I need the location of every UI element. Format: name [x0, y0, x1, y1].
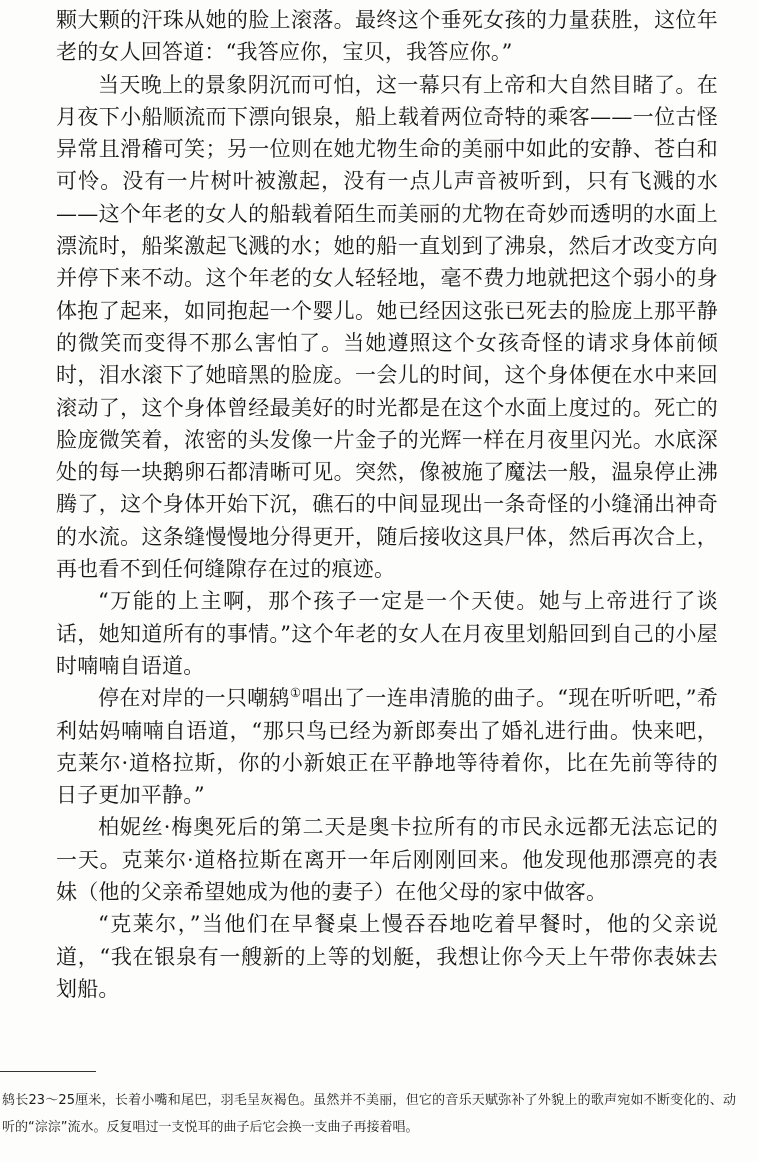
paragraph-4-text-after: 唱出了一连串清脆的曲子。“现在听听吧，”希利姑妈喃喃自语道，“那只鸟已经为新郎奏出了婚礼进行曲。快来吧，克莱尔·道格拉斯，你的小新娘正在平静地等待着你，比在先前等待的日子更加平静。”: [56, 686, 718, 808]
paragraph-4-text-before: 停在对岸的一只嘲鸫: [98, 686, 290, 711]
footnote-reference-mark: ①: [289, 685, 302, 701]
footnote-text: 鸫长23～25厘米，长着小嘴和尾巴，羽毛呈灰褐色。虽然并不美丽，但它的音乐天赋弥补了外貌上的歌声宛如不断变化的、动听的“淙淙”流水。反复唱过一支悦耳的曲子后它会换一支曲子再接着唱。: [2, 1093, 736, 1135]
paragraph-6: “克莱尔，”当他们在早餐桌上慢吞吞地吃着早餐时，他的父亲说道，“我在银泉有一艘新的上等的划艇，我想让你今天上午带你表妹去划船。: [56, 912, 718, 1001]
footnote-divider: [0, 1071, 96, 1072]
paragraph-2: 当天晚上的景象阴沉而可怕，这一幕只有上帝和大自然目睹了。在月夜下小船顺流而下漂向银泉，船上载着两位奇特的乘客——一位古怪异常且滑稽可笑；另一位则在她尤物生命的美丽中如此的安静、苍白和可怜。没有一片树叶被激起，没有一点儿声音被听到，只有飞溅的水——这个年老的女人的船载着陌生而美丽的尤物在奇妙而透明的水面上漂流时，船桨激起飞溅的水；她的船一直划到了沸泉，然后才改变方向并停下来不动。这个年老的女人轻轻地，毫不费力地就把这个弱小的身体抱了起来，如同抱起一个婴儿。她已经因这张已死去的脸庞上那平静的微笑而变得不那么害怕了。当她遵照这个女孩奇怪的请求身体前倾时，泪水滚下了她暗黑的脸庞。一会儿的时间，这个身体便在水中来回滚动了，这个身体曾经最美好的时光都是在这个水面上度过的。死亡的脸庞微笑着，浓密的头发像一片金子的光辉一样在月夜里闪光。水底深处的每一块鹅卵石都清晰可见。突然，像被施了魔法一般，温泉停止沸腾了，这个身体开始下沉，礁石的中间显现出一条奇怪的小缝涌出神奇的水流。这条缝慢慢地分得更开，随后接收这具尸体，然后再次合上，再也看不到任何缝隙存在过的痕迹。: [56, 72, 718, 582]
paragraph-5: 柏妮丝·梅奥死后的第二天是奥卡拉所有的市民永远都无法忘记的一天。克莱尔·道格拉斯在离开一年后刚刚回来。他发现他那漂亮的表妹（他的父亲希望她成为他的妻子）在他父母的家中做客。: [56, 815, 718, 905]
paragraph-4: [56, 682, 718, 811]
paragraph-3: “万能的上主啊，那个孩子一定是一个天使。她与上帝进行了谈话，她知道所有的事情。”这个年老的女人在月夜里划船回到自己的小屋时喃喃自语道。: [56, 589, 718, 678]
paragraph-1: 颗大颗的汗珠从她的脸上滚落。最终这个垂死女孩的力量获胜，这位年老的女人回答道：“我答应你，宝贝，我答应你。”: [56, 8, 718, 65]
body-text: [56, 4, 718, 1005]
